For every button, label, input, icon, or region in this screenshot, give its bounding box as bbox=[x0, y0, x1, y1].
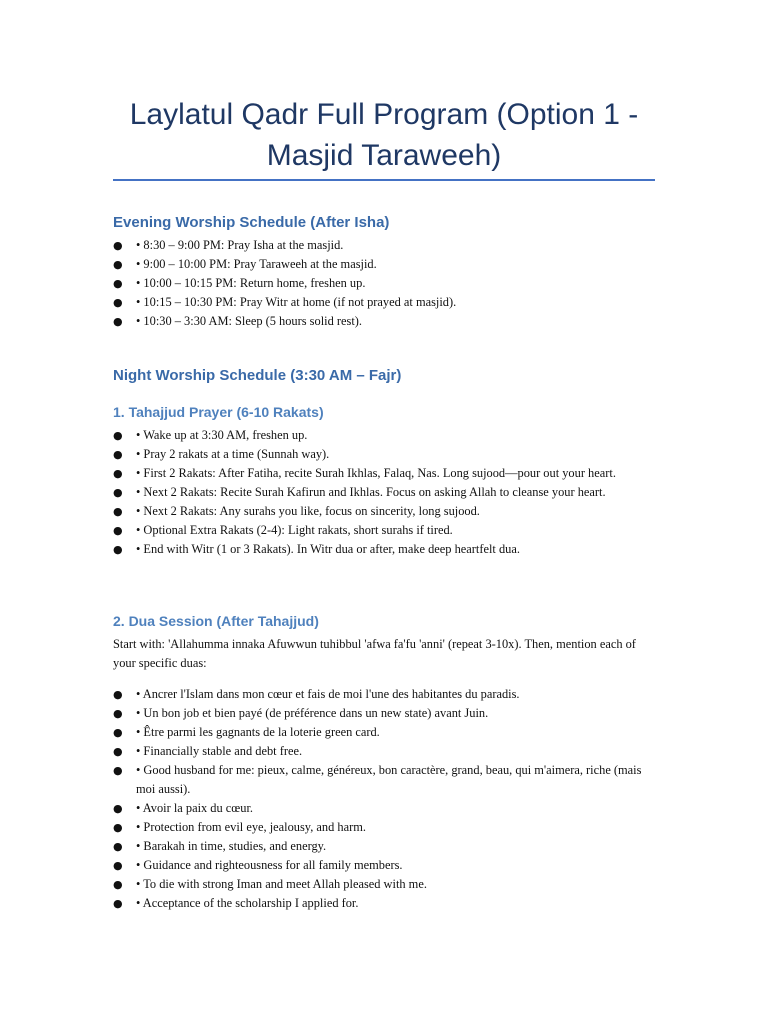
bullet-icon: ● bbox=[113, 277, 123, 290]
list-item bbox=[113, 894, 658, 913]
list-item bbox=[113, 426, 658, 445]
list-item bbox=[113, 837, 658, 856]
list-item-text: • Optional Extra Rakats (2-4): Light rakats, short surahs if tired. bbox=[136, 523, 453, 537]
bullet-icon: ● bbox=[113, 524, 123, 537]
list-item-text: • Ancrer l'Islam dans mon cœur et fais de moi l'une des habitantes du paradis. bbox=[136, 687, 520, 701]
bullet-icon: ● bbox=[113, 745, 123, 758]
bullet-icon: ● bbox=[113, 707, 123, 720]
list-item-text: • Next 2 Rakats: Any surahs you like, focus on sincerity, long sujood. bbox=[136, 504, 480, 518]
list-item-text: • 10:15 – 10:30 PM: Pray Witr at home (if not prayed at masjid). bbox=[136, 295, 457, 309]
bullet-icon: ● bbox=[113, 296, 123, 309]
bullet-icon: ● bbox=[113, 821, 123, 834]
list-item-text: • Barakah in time, studies, and energy. bbox=[136, 839, 327, 853]
list-item bbox=[113, 236, 658, 255]
bullet-icon: ● bbox=[113, 859, 123, 872]
bullet-icon: ● bbox=[113, 486, 123, 499]
title-underline bbox=[113, 179, 655, 181]
list-item-text: • 10:30 – 3:30 AM: Sleep (5 hours solid rest). bbox=[136, 314, 362, 328]
bullet-icon: ● bbox=[113, 467, 123, 480]
bullet-icon: ● bbox=[113, 315, 123, 328]
list-item bbox=[113, 483, 658, 502]
evening-schedule-list bbox=[113, 236, 658, 331]
list-item bbox=[113, 445, 658, 464]
list-item-text: • 9:00 – 10:00 PM: Pray Taraweeh at the masjid. bbox=[136, 257, 377, 271]
list-item-text: • Good husband for me: pieux, calme, généreux, bon caractère, grand, beau, qui m'aimera, riche (mais moi aussi). bbox=[136, 763, 642, 796]
list-item bbox=[113, 312, 658, 331]
list-item-text: • 8:30 – 9:00 PM: Pray Isha at the masjid. bbox=[136, 238, 344, 252]
bullet-icon: ● bbox=[113, 239, 123, 252]
list-item bbox=[113, 274, 658, 293]
list-item bbox=[113, 464, 658, 483]
bullet-icon: ● bbox=[113, 802, 123, 815]
list-item bbox=[113, 255, 658, 274]
list-item-text: • Avoir la paix du cœur. bbox=[136, 801, 253, 815]
tahajjud-heading: 1. Tahajjud Prayer (6-10 Rakats) bbox=[113, 404, 324, 420]
bullet-icon: ● bbox=[113, 505, 123, 518]
list-item-text: • Pray 2 rakats at a time (Sunnah way). bbox=[136, 447, 330, 461]
list-item-text: • 10:00 – 10:15 PM: Return home, freshen up. bbox=[136, 276, 366, 290]
night-schedule-heading: Night Worship Schedule (3:30 AM – Fajr) bbox=[113, 367, 402, 384]
bullet-icon: ● bbox=[113, 726, 123, 739]
document-title: Laylatul Qadr Full Program (Option 1 - Masjid Taraweeh) bbox=[129, 98, 639, 172]
bullet-icon: ● bbox=[113, 878, 123, 891]
list-item bbox=[113, 723, 658, 742]
bullet-icon: ● bbox=[113, 897, 123, 910]
bullet-icon: ● bbox=[113, 448, 123, 461]
list-item bbox=[113, 818, 658, 837]
list-item bbox=[113, 799, 658, 818]
list-item-text: • Wake up at 3:30 AM, freshen up. bbox=[136, 428, 308, 442]
list-item bbox=[113, 521, 658, 540]
bullet-icon: ● bbox=[113, 258, 123, 271]
list-item bbox=[113, 875, 658, 894]
list-item bbox=[113, 685, 658, 704]
bullet-icon: ● bbox=[113, 764, 123, 777]
list-item-text: • First 2 Rakats: After Fatiha, recite Surah Ikhlas, Falaq, Nas. Long sujood—pour out your heart. bbox=[136, 466, 616, 480]
list-item-text: • End with Witr (1 or 3 Rakats). In Witr dua or after, make deep heartfelt dua. bbox=[136, 542, 520, 556]
list-item bbox=[113, 704, 658, 723]
list-item-text: • Un bon job et bien payé (de préférence dans un new state) avant Juin. bbox=[136, 706, 489, 720]
list-item-text: • Protection from evil eye, jealousy, and harm. bbox=[136, 820, 366, 834]
dua-list bbox=[113, 685, 658, 913]
bullet-icon: ● bbox=[113, 840, 123, 853]
list-item bbox=[113, 502, 658, 521]
list-item-text: • Financially stable and debt free. bbox=[136, 744, 303, 758]
list-item bbox=[113, 742, 658, 761]
list-item bbox=[113, 293, 658, 312]
list-item-text: • To die with strong Iman and meet Allah pleased with me. bbox=[136, 877, 427, 891]
evening-schedule-heading: Evening Worship Schedule (After Isha) bbox=[113, 214, 390, 231]
dua-intro-paragraph: Start with: 'Allahumma innaka Afuwwun tuhibbul 'afwa fa'fu 'anni' (repeat 3-10x). Then, mention each of your specific duas: bbox=[113, 637, 636, 670]
dua-session-heading: 2. Dua Session (After Tahajjud) bbox=[113, 613, 319, 629]
bullet-icon: ● bbox=[113, 688, 123, 701]
list-item-text: • Guidance and righteousness for all family members. bbox=[136, 858, 403, 872]
bullet-icon: ● bbox=[113, 543, 123, 556]
bullet-icon: ● bbox=[113, 429, 123, 442]
list-item bbox=[113, 540, 658, 559]
tahajjud-list bbox=[113, 426, 658, 559]
list-item bbox=[113, 856, 658, 875]
list-item-text: • Être parmi les gagnants de la loterie green card. bbox=[136, 725, 380, 739]
list-item bbox=[113, 761, 658, 799]
list-item-text: • Next 2 Rakats: Recite Surah Kafirun and Ikhlas. Focus on asking Allah to cleanse your heart. bbox=[136, 485, 606, 499]
list-item-text: • Acceptance of the scholarship I applied for. bbox=[136, 896, 359, 910]
